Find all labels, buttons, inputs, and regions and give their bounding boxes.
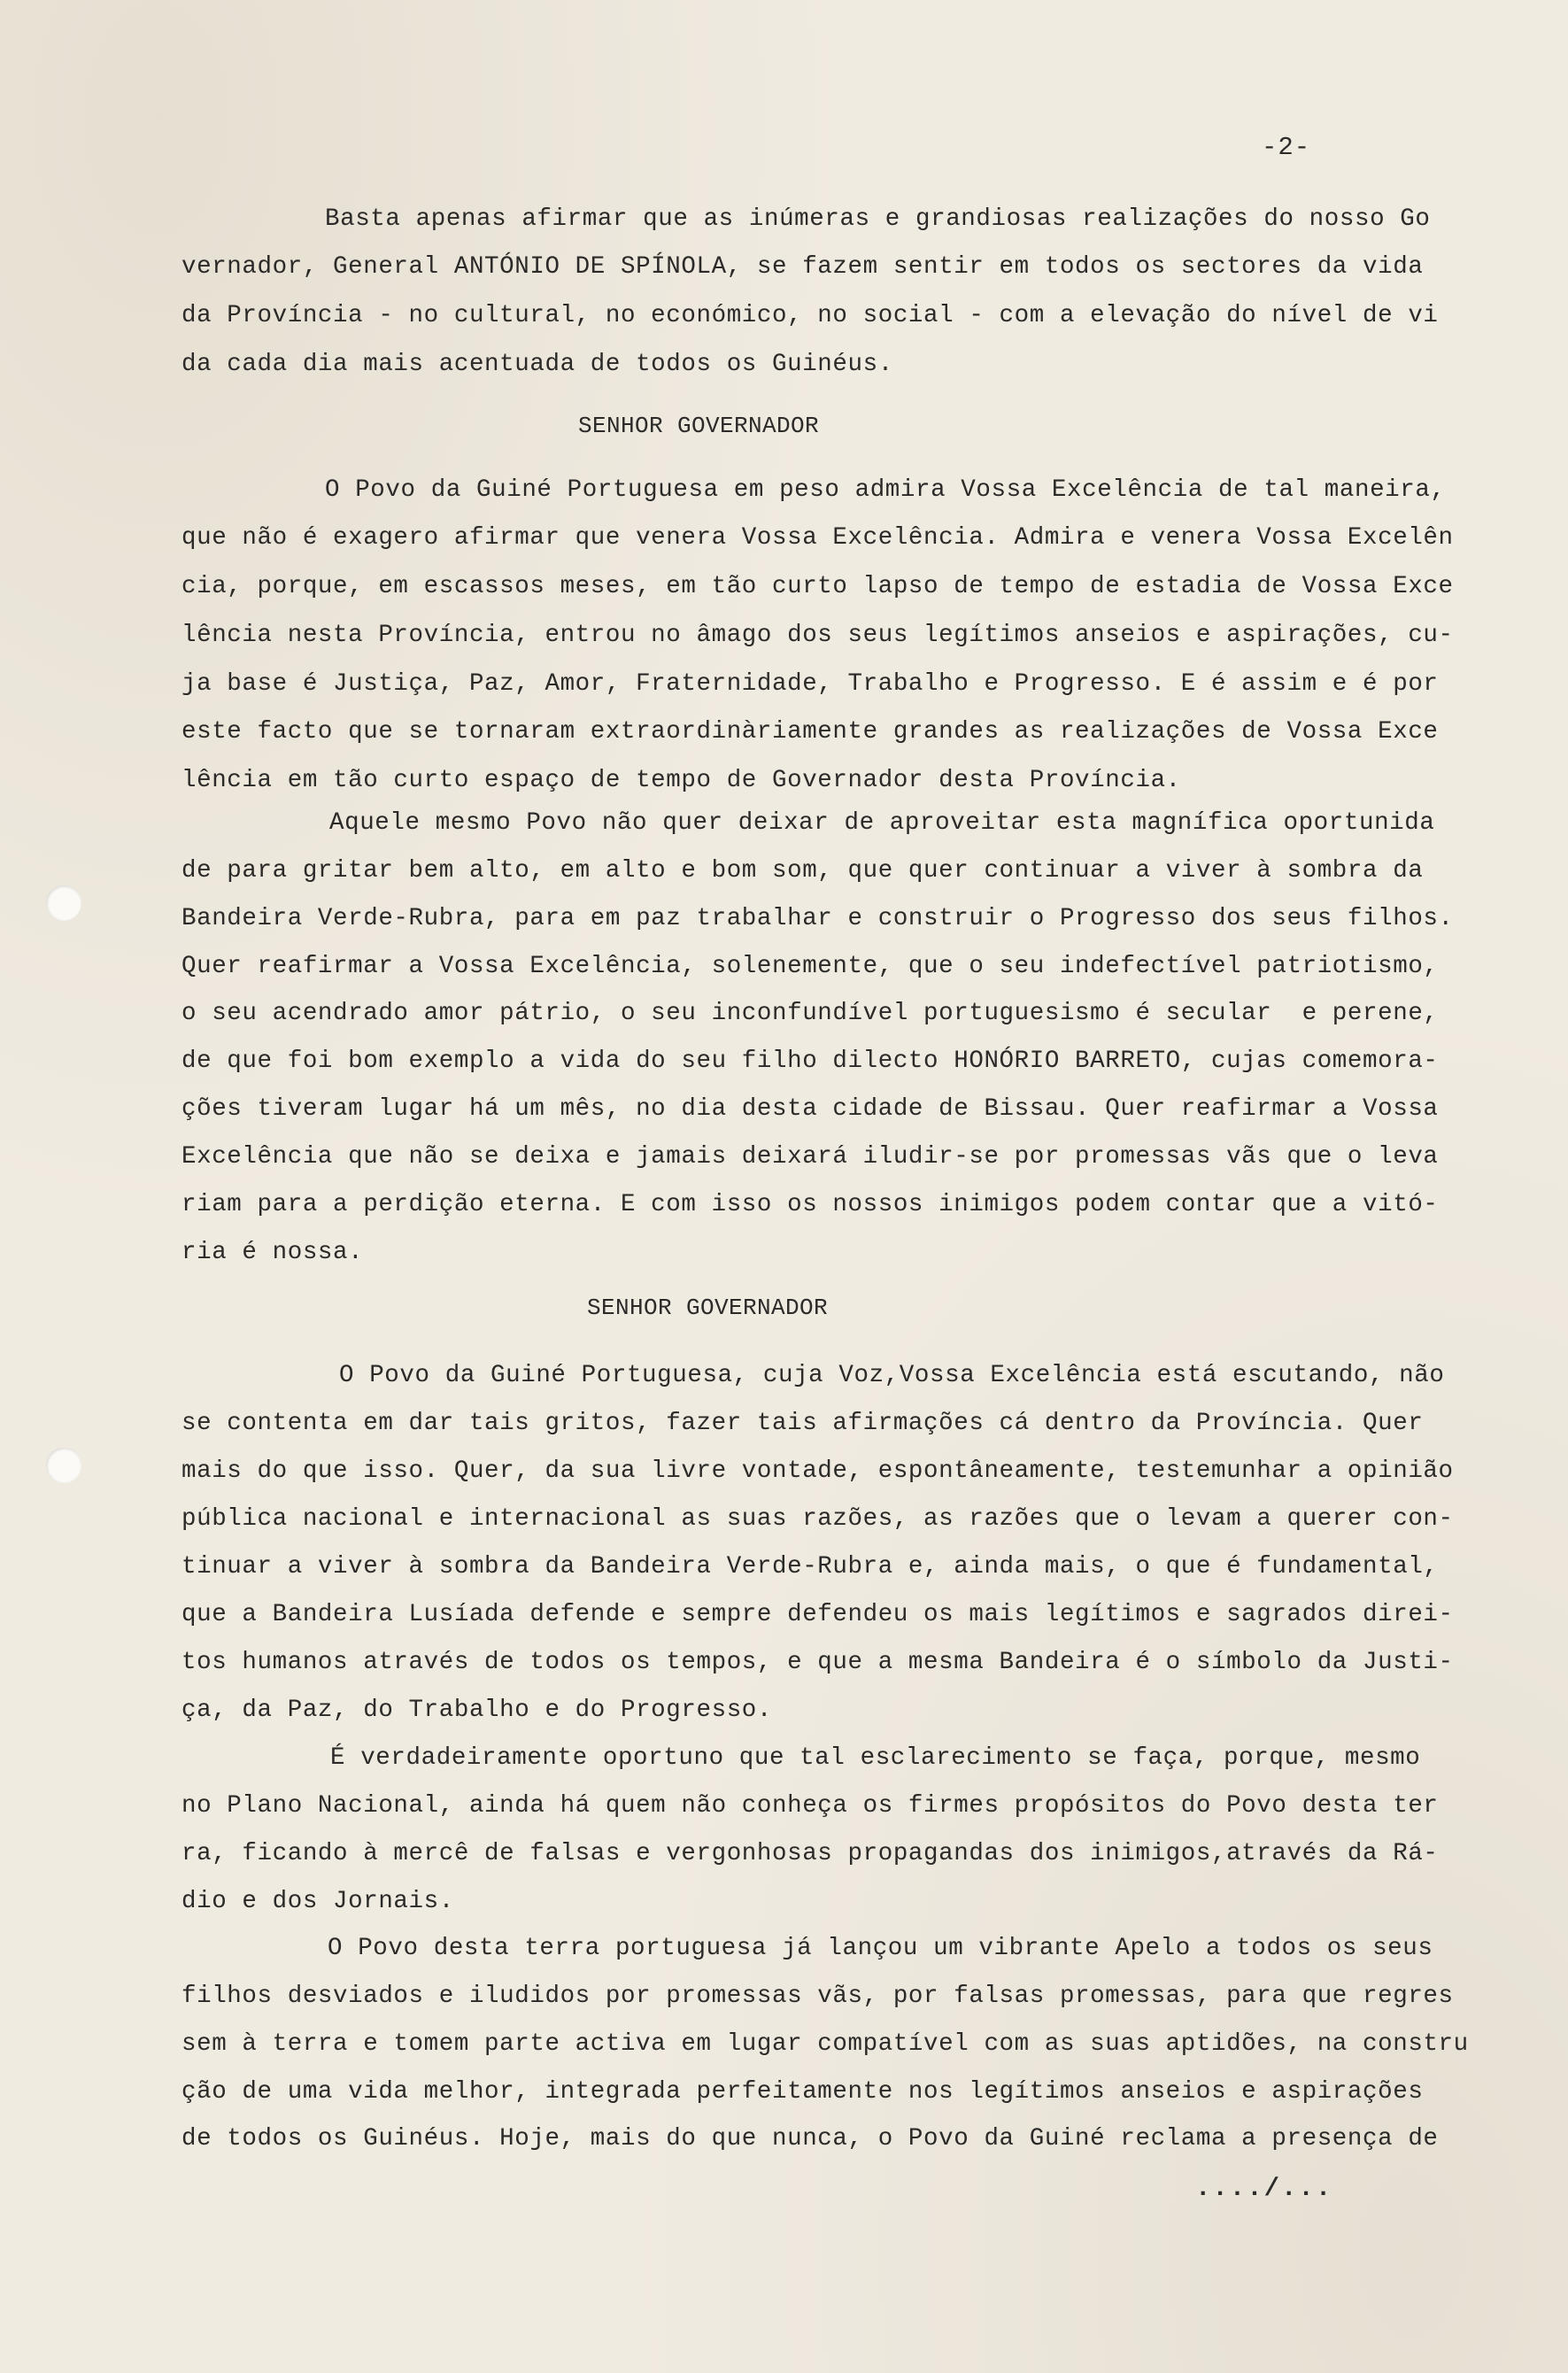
body-line: vernador, General ANTÓNIO DE SPÍNOLA, se fazem sentir em todos os sectores da vida — [182, 253, 1424, 281]
body-line: É verdadeiramente oportuno que tal esclarecimento se faça, porque, mesmo — [330, 1744, 1421, 1772]
page-number: -2- — [1262, 133, 1311, 162]
body-line: ria é nossa. — [182, 1239, 364, 1266]
body-line: ça, da Paz, do Trabalho e do Progresso. — [182, 1697, 773, 1724]
body-line: se contenta em dar tais gritos, fazer tais afirmações cá dentro da Província. Quer — [182, 1410, 1424, 1437]
body-line: o seu acendrado amor pátrio, o seu inconfundível portuguesismo é secular e perene, — [182, 1000, 1439, 1027]
body-line: Bandeira Verde-Rubra, para em paz trabalhar e construir o Progresso dos seus filhos. — [182, 905, 1454, 932]
body-line: Basta apenas afirmar que as inúmeras e grandiosas realizações do nosso Go — [325, 205, 1431, 233]
body-line: que não é exagero afirmar que venera Vossa Excelência. Admira e venera Vossa Excelên — [182, 524, 1454, 552]
body-line: pública nacional e internacional as suas razões, as razões que o levam a querer con- — [182, 1505, 1454, 1533]
body-line: ções tiveram lugar há um mês, no dia desta cidade de Bissau. Quer reafirmar a Vossa — [182, 1095, 1439, 1123]
continuation-mark: ..../... — [1195, 2174, 1333, 2203]
punch-hole-top — [46, 885, 81, 921]
body-line: no Plano Nacional, ainda há quem não conheça os firmes propósitos do Povo desta ter — [182, 1792, 1439, 1820]
punch-hole-bottom — [46, 1448, 81, 1483]
body-line: da cada dia mais acentuada de todos os Guinéus. — [182, 351, 893, 378]
body-line: mais do que isso. Quer, da sua livre vontade, espontâneamente, testemunhar a opinião — [182, 1457, 1454, 1485]
body-line: que a Bandeira Lusíada defende e sempre defendeu os mais legítimos e sagrados direi- — [182, 1601, 1454, 1628]
body-line: sem à terra e tomem parte activa em lugar compatível com as suas aptidões, na constru — [182, 2030, 1469, 2058]
body-line: O Povo da Guiné Portuguesa em peso admira Vossa Excelência de tal maneira, — [325, 476, 1446, 504]
body-line: tos humanos através de todos os tempos, e que a mesma Bandeira é o símbolo da Justi- — [182, 1649, 1454, 1676]
body-line: de todos os Guinéus. Hoje, mais do que nunca, o Povo da Guiné reclama a presença de — [182, 2125, 1439, 2153]
body-line: Aquele mesmo Povo não quer deixar de aproveitar esta magnífica oportunida — [329, 809, 1435, 837]
body-line: ção de uma vida melhor, integrada perfeitamente nos legítimos anseios e aspirações — [182, 2078, 1424, 2106]
body-line: da Província - no cultural, no económico, no social - com a elevação do nível de vi — [182, 302, 1439, 329]
body-line: Quer reafirmar a Vossa Excelência, solenemente, que o seu indefectível patriotismo, — [182, 953, 1439, 980]
body-line: filhos desviados e iludidos por promessas vãs, por falsas promessas, para que regres — [182, 1983, 1454, 2010]
body-line: ra, ficando à mercê de falsas e vergonhosas propagandas dos inimigos,através da Rá- — [182, 1840, 1439, 1867]
section-heading: SENHOR GOVERNADOR — [587, 1295, 829, 1321]
body-line: riam para a perdição eterna. E com isso os nossos inimigos podem contar que a vitó- — [182, 1191, 1439, 1218]
body-line: O Povo da Guiné Portuguesa, cuja Voz,Vossa Excelência está escutando, não — [339, 1362, 1445, 1389]
body-line: de que foi bom exemplo a vida do seu filho dilecto HONÓRIO BARRETO, cujas comemora- — [182, 1047, 1439, 1075]
body-line: lência nesta Província, entrou no âmago dos seus legítimos anseios e aspirações, cu- — [182, 622, 1454, 649]
body-line: cia, porque, em escassos meses, em tão curto lapso de tempo de estadia de Vossa Exce — [182, 573, 1454, 600]
body-line: O Povo desta terra portuguesa já lançou um vibrante Apelo a todos os seus — [328, 1935, 1433, 1962]
body-line: este facto que se tornaram extraordinàriamente grandes as realizações de Vossa Exce — [182, 718, 1439, 746]
body-line: de para gritar bem alto, em alto e bom som, que quer continuar a viver à sombra da — [182, 857, 1424, 885]
section-heading: SENHOR GOVERNADOR — [578, 413, 820, 439]
body-line: Excelência que não se deixa e jamais deixará iludir-se por promessas vãs que o leva — [182, 1143, 1439, 1171]
body-line: tinuar a viver à sombra da Bandeira Verde-Rubra e, ainda mais, o que é fundamental, — [182, 1553, 1439, 1581]
body-line: dio e dos Jornais. — [182, 1888, 454, 1915]
body-line: lência em tão curto espaço de tempo de Governador desta Província. — [182, 767, 1181, 794]
body-line: ja base é Justiça, Paz, Amor, Fraternidade, Trabalho e Progresso. E é assim e é por — [182, 670, 1439, 698]
